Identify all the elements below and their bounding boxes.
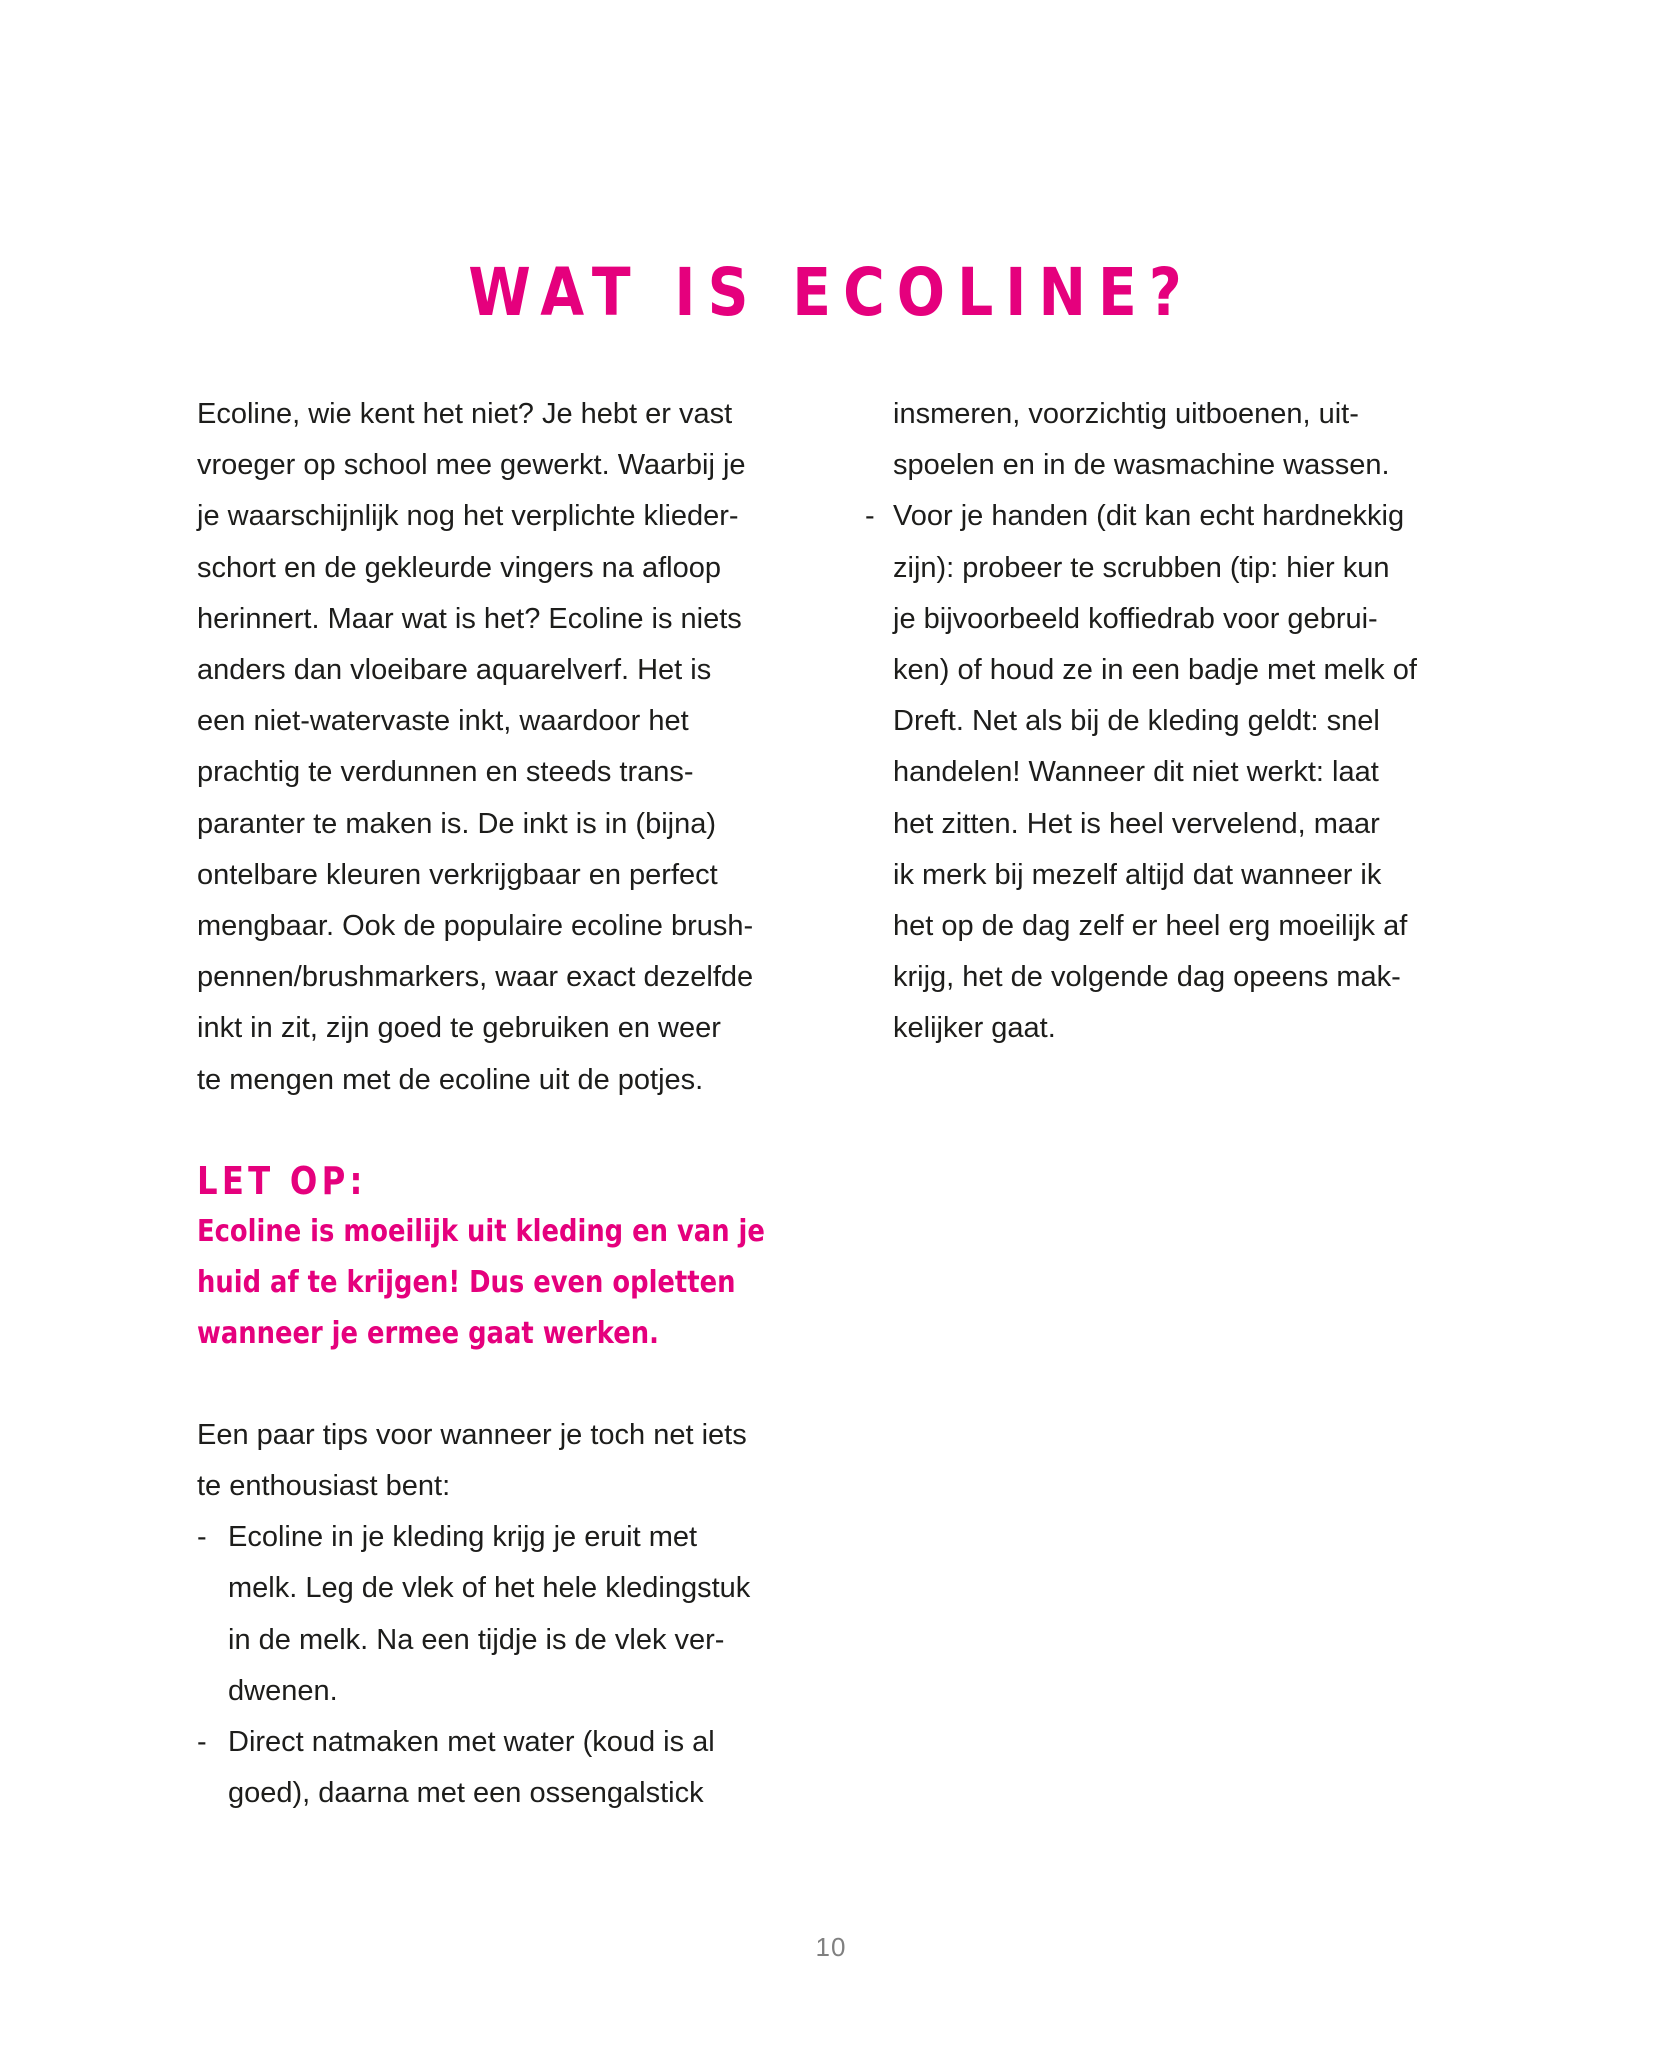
text-line: kelijker gaat. [893,1012,1056,1045]
text-line: je bijvoorbeeld koffiedrab voor gebrui- [893,602,1378,635]
text-line: mengbaar. Ook de populaire ecoline brush- [197,910,754,943]
text-line: prachtig te verdunnen en steeds trans- [197,756,694,789]
text-line: schort en de gekleurde vingers na afloop [197,551,721,584]
text-line: ken) of houd ze in een badje met melk of [893,654,1417,687]
warning-line: huid af te krijgen! Dus even opletten [197,1264,736,1300]
warning-heading: LET OP: [197,1158,367,1203]
continued-tip [865,389,1485,491]
text-line: Voor je handen (dit kan echt hardnekkig [893,500,1405,533]
warning-box [197,1156,817,1359]
dash-bullet-icon: - [197,1726,207,1759]
left-column [197,389,817,1819]
text-line: anders dan vloeibare aquarelverf. Het is [197,654,712,687]
dash-bullet-icon: - [865,500,875,533]
text-line: te enthousiast bent: [197,1470,451,1503]
text-line: goed), daarna met een ossengalstick [228,1777,704,1810]
text-line: ontelbare kleuren verkrijgbaar en perfect [197,858,718,891]
tips-intro [197,1410,817,1512]
page-title: WAT IS ECOLINE? [468,254,1194,331]
tips-list [197,1512,817,1819]
text-line: het zitten. Het is heel vervelend, maar [893,807,1380,840]
tip-item [197,1717,817,1819]
text-line: spoelen en in de wasmachine wassen. [893,449,1390,482]
page-number: 10 [815,1932,847,1962]
tips-list-continued [865,491,1485,1054]
text-line: paranter te maken is. De inkt is in (bijna) [197,807,716,840]
text-line: vroeger op school mee gewerkt. Waarbij je [197,449,746,482]
text-line: Dreft. Net als bij de kleding geldt: snel [893,705,1380,738]
warning-line: wanneer je ermee gaat werken. [197,1315,659,1351]
tip-item [197,1512,817,1717]
text-line: je waarschijnlijk nog het verplichte klieder- [197,500,739,533]
text-line: een niet-watervaste inkt, waardoor het [197,705,689,738]
warning-line: Ecoline is moeilijk uit kleding en van je [197,1213,765,1249]
text-line: pennen/brushmarkers, waar exact dezelfde [197,961,754,994]
text-line: handelen! Wanneer dit niet werkt: laat [893,756,1379,789]
text-line: ik merk bij mezelf altijd dat wanneer ik [893,858,1382,891]
warning-text [197,1206,765,1359]
text-line: zijn): probeer te scrubben (tip: hier kun [893,551,1390,584]
spacer [197,1359,817,1410]
text-line: Direct natmaken met water (koud is al [228,1726,715,1759]
dash-bullet-icon: - [197,1521,207,1554]
text-line: inkt in zit, zijn goed te gebruiken en weer [197,1012,721,1045]
text-line: herinnert. Maar wat is het? Ecoline is niets [197,602,742,635]
text-line: melk. Leg de vlek of het hele kledingstuk [228,1572,751,1605]
text-line: te mengen met de ecoline uit de potjes. [197,1063,704,1096]
text-line: dwenen. [228,1674,338,1707]
text-line: in de melk. Na een tijdje is de vlek ver- [228,1623,725,1656]
text-line: Een paar tips voor wanneer je toch net iets [197,1418,747,1451]
right-column [865,389,1485,1055]
intro-paragraph [197,389,817,1106]
text-line: Ecoline in je kleding krijg je eruit met [228,1521,698,1554]
text-line: Ecoline, wie kent het niet? Je hebt er vast [197,398,733,430]
tip-item [865,491,1485,1054]
text-line: het op de dag zelf er heel erg moeilijk af [893,910,1408,943]
text-line: insmeren, voorzichtig uitboenen, uit- [893,398,1359,430]
text-line: krijg, het de volgende dag opeens mak- [893,961,1401,994]
